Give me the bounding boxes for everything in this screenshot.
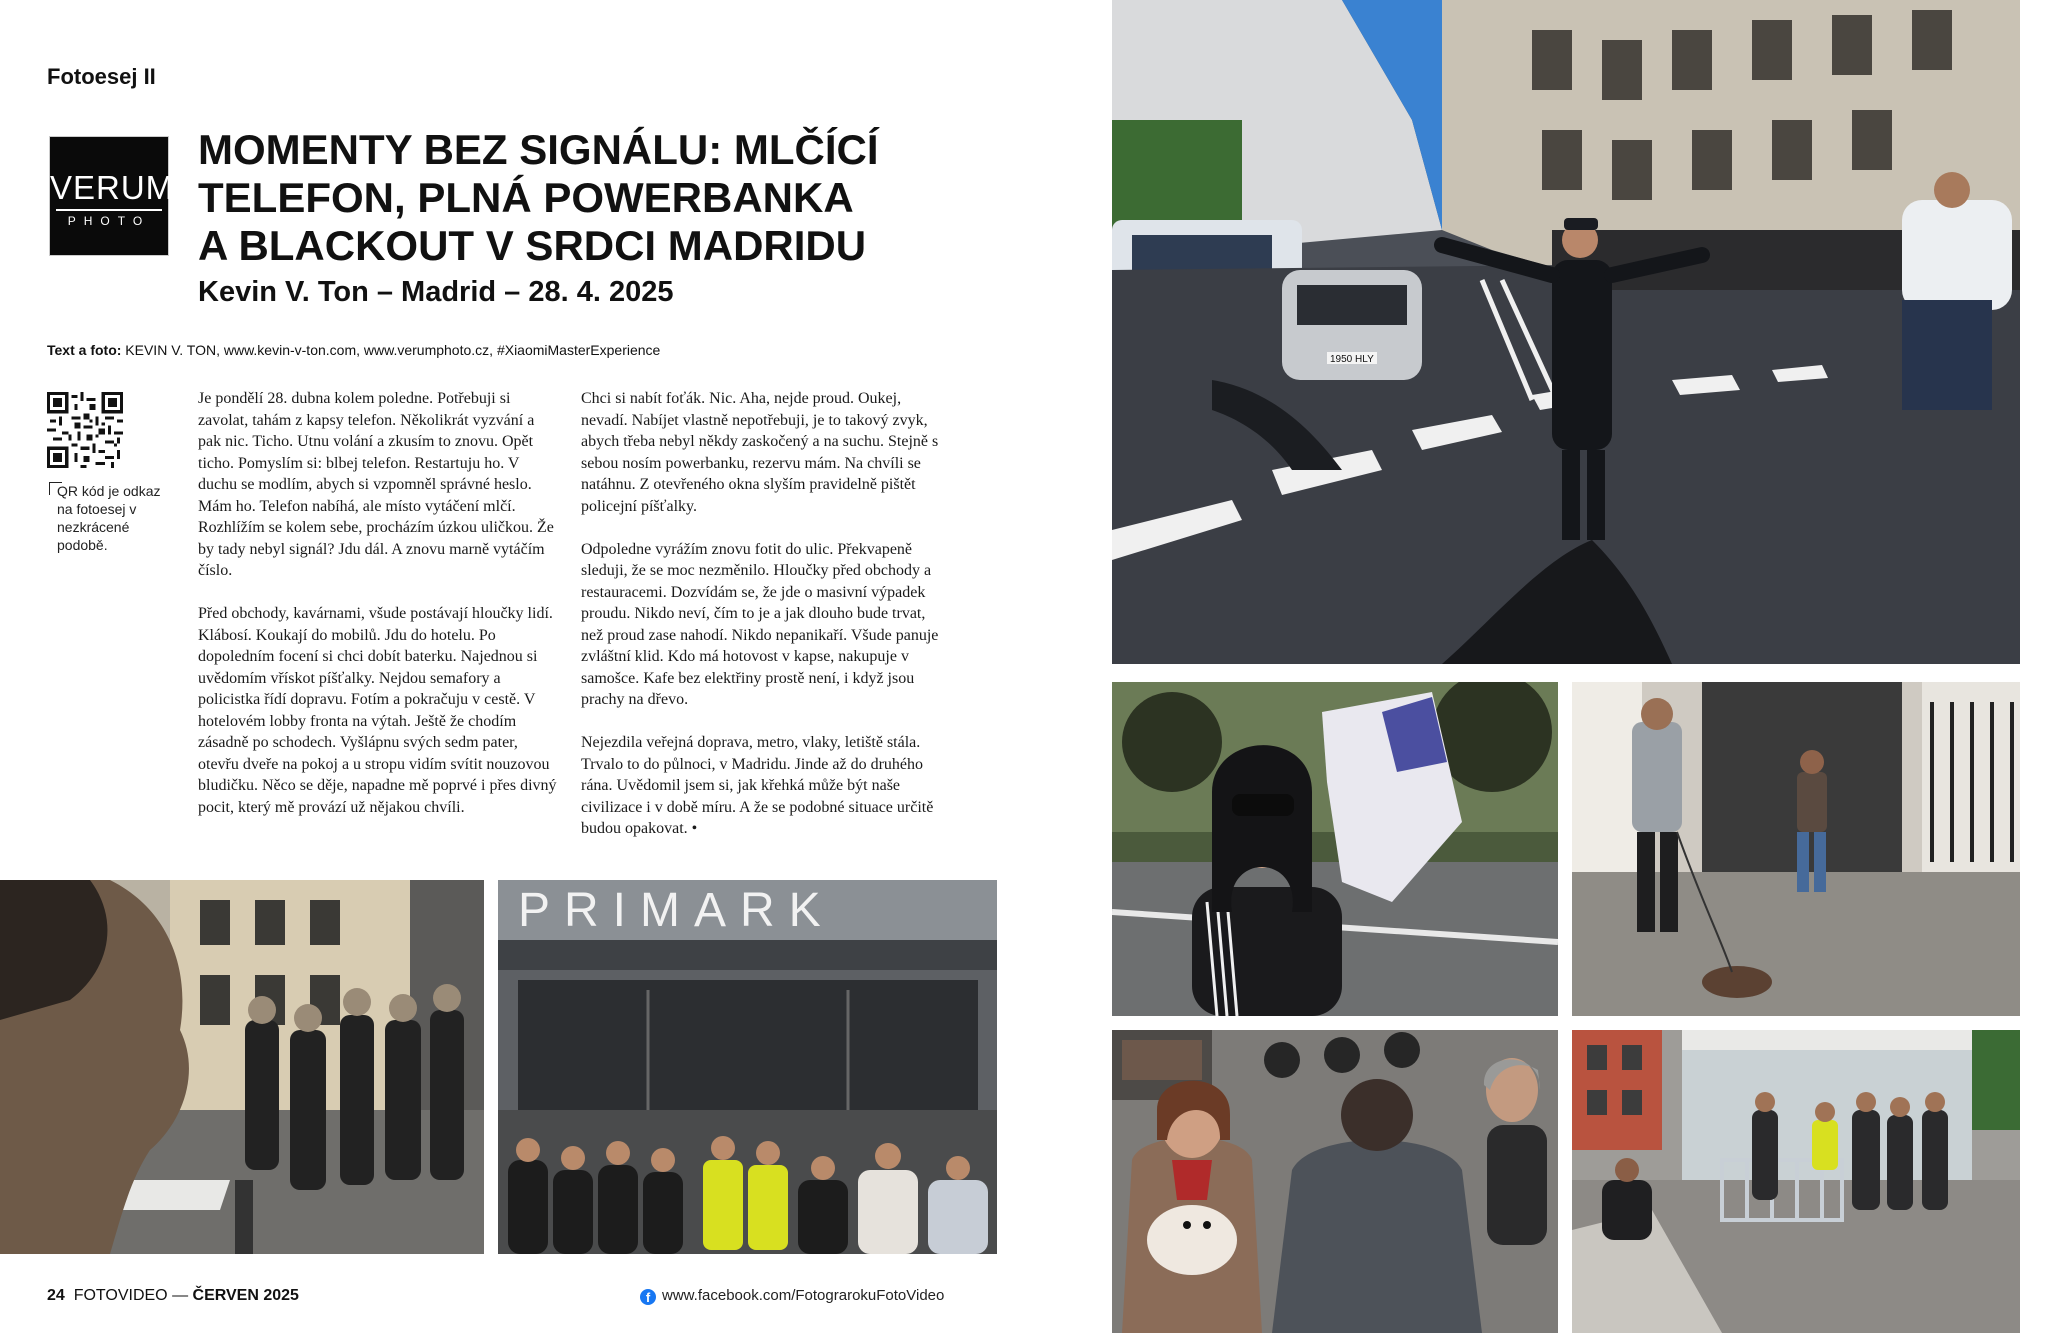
credits-text: KEVIN V. TON, www.kevin-v-ton.com, www.verumphoto.cz, #XiaomiMasterExperience [121, 342, 661, 358]
logo-sub: PHOTO [67, 214, 151, 228]
credits-label: Text a foto: [47, 342, 122, 358]
headline-line: TELEFON, PLNÁ POWERBANKA [198, 174, 854, 221]
logo-word: VERUM [50, 169, 175, 206]
section-label: Fotoesej II [47, 64, 156, 89]
paragraph: Před obchody, kavárnami, všude postávají hloučky lidí. Klábosí. Koukají do mobilů. Jdu do hotelu. Po dopoledním focení si chci dobít baterku. Najednou si uvědomím vřískot píšťalky. Nejdou semafory a policistka řídí dopravu. Fotím a pokračuju v cestě. V hotelovém lobby fronta na výtah. Ještě že chodím zásadně po schodech. Vyšlápnu svých sedm pater, otevřu dveře na pokoj a u stropu vidím svítit nouzovou bludičku. Něco se děje, napadne mě poprvé i přes divný pocit, který mě provází už nějakou chvíli. [198, 605, 557, 816]
page-number: 24 [47, 1287, 65, 1304]
headline-line: MOMENTY BEZ SIGNÁLU: MLČÍCÍ [198, 126, 879, 173]
body-column-1 [198, 388, 558, 840]
headline-line: A BLACKOUT V SRDCI MADRIDU [198, 222, 867, 269]
primark-sign: PRIMARK [518, 884, 835, 937]
magazine-name: FOTOVIDEO [73, 1287, 168, 1304]
photo-woman-pomeranian [1112, 1030, 1558, 1333]
qr-caption-text: QR kód je odkaz na fotoesej v nezkrácené podobě. [57, 483, 161, 553]
paragraph: Je pondělí 28. dubna kolem poledne. Potřebuji si zavolat, tahám z kapsy telefon. Několikrát vyzvání a pak nic. Ticho. Utnu volání a zkusím to znovu. Opět ticho. Pomyslím si: blbej telefon. Restartuju ho. V duchu se modlím, abych si vzpomněl správné heslo. Mám ho. Telefon nabíhá, ale místo vytáčení mlčí. Rozhlížím se kolem sebe, procházím úzkou uličkou. Že by tady nebyl signál? Jdu dál. A znovu marně vytáčím číslo. [198, 390, 554, 579]
photo-metro-entrance [1572, 1030, 2020, 1333]
article-byline: Kevin V. Ton – Madrid – 28. 4. 2025 [198, 276, 674, 308]
paragraph: Nejezdila veřejná doprava, metro, vlaky, letiště stála. Trvalo to do půlnoci, v Madridu. Jinde až do druhého rána. Uvědomil jsem si, jak křehká může být naše civilizace i v době míru. A že se podobné situace určitě budou opakovat. • [581, 734, 934, 837]
photo-woman-flyer [1112, 682, 1558, 1016]
facebook-icon: f [640, 1289, 656, 1305]
verum-photo-logo [49, 136, 175, 256]
photo-man-dog-doorway [1572, 682, 2020, 1016]
article-headline [198, 126, 918, 270]
qr-caption [49, 482, 169, 554]
body-column-2 [581, 388, 941, 861]
photo-primark-entrance [498, 880, 997, 1254]
logo-rule [56, 209, 162, 211]
credits-line [47, 342, 660, 358]
photo-police-traffic [1112, 0, 2020, 664]
page-footer-left [47, 1287, 299, 1305]
issue-date: ČERVEN 2025 [192, 1287, 299, 1304]
photo-street-profile [0, 880, 484, 1254]
qr-code[interactable] [47, 392, 123, 468]
footer-dash: — [167, 1287, 193, 1304]
car-plate: 1950 HLY [1330, 354, 1374, 365]
facebook-link[interactable] [640, 1287, 944, 1305]
facebook-url[interactable]: www.facebook.com/FotograrokuFotoVideo [662, 1287, 945, 1304]
paragraph: Chci si nabít foťák. Nic. Aha, nejde proud. Oukej, nevadí. Nabíjet vlastně nepotřebuji, je to takový zvyk, abych třeba nebyl někdy zaskočený a na suchu. Stejně s sebou nosím powerbanku, rezervu mám. Na chvíli se natáhnu. Z otevřeného okna slyším pravidelně pištět policejní píšťalky. [581, 390, 939, 515]
caption-bracket [49, 482, 62, 495]
paragraph: Odpoledne vyrážím znovu fotit do ulic. Překvapeně sleduji, že se moc nezměnilo. Hloučky před obchody a restauracemi. Dozvídám se, že jde o masivní výpadek proudu. Nikdo neví, čím to je a jak dlouho bude trvat, než proud zase nahodí. Nikdo nepanikaří. Všude panuje zvláštní klid. Kdo má hotovost v kapse, nakupuje v samošce. Kafe bez elektřiny prostě není, i když jsou prachy na dřevo. [581, 540, 939, 708]
